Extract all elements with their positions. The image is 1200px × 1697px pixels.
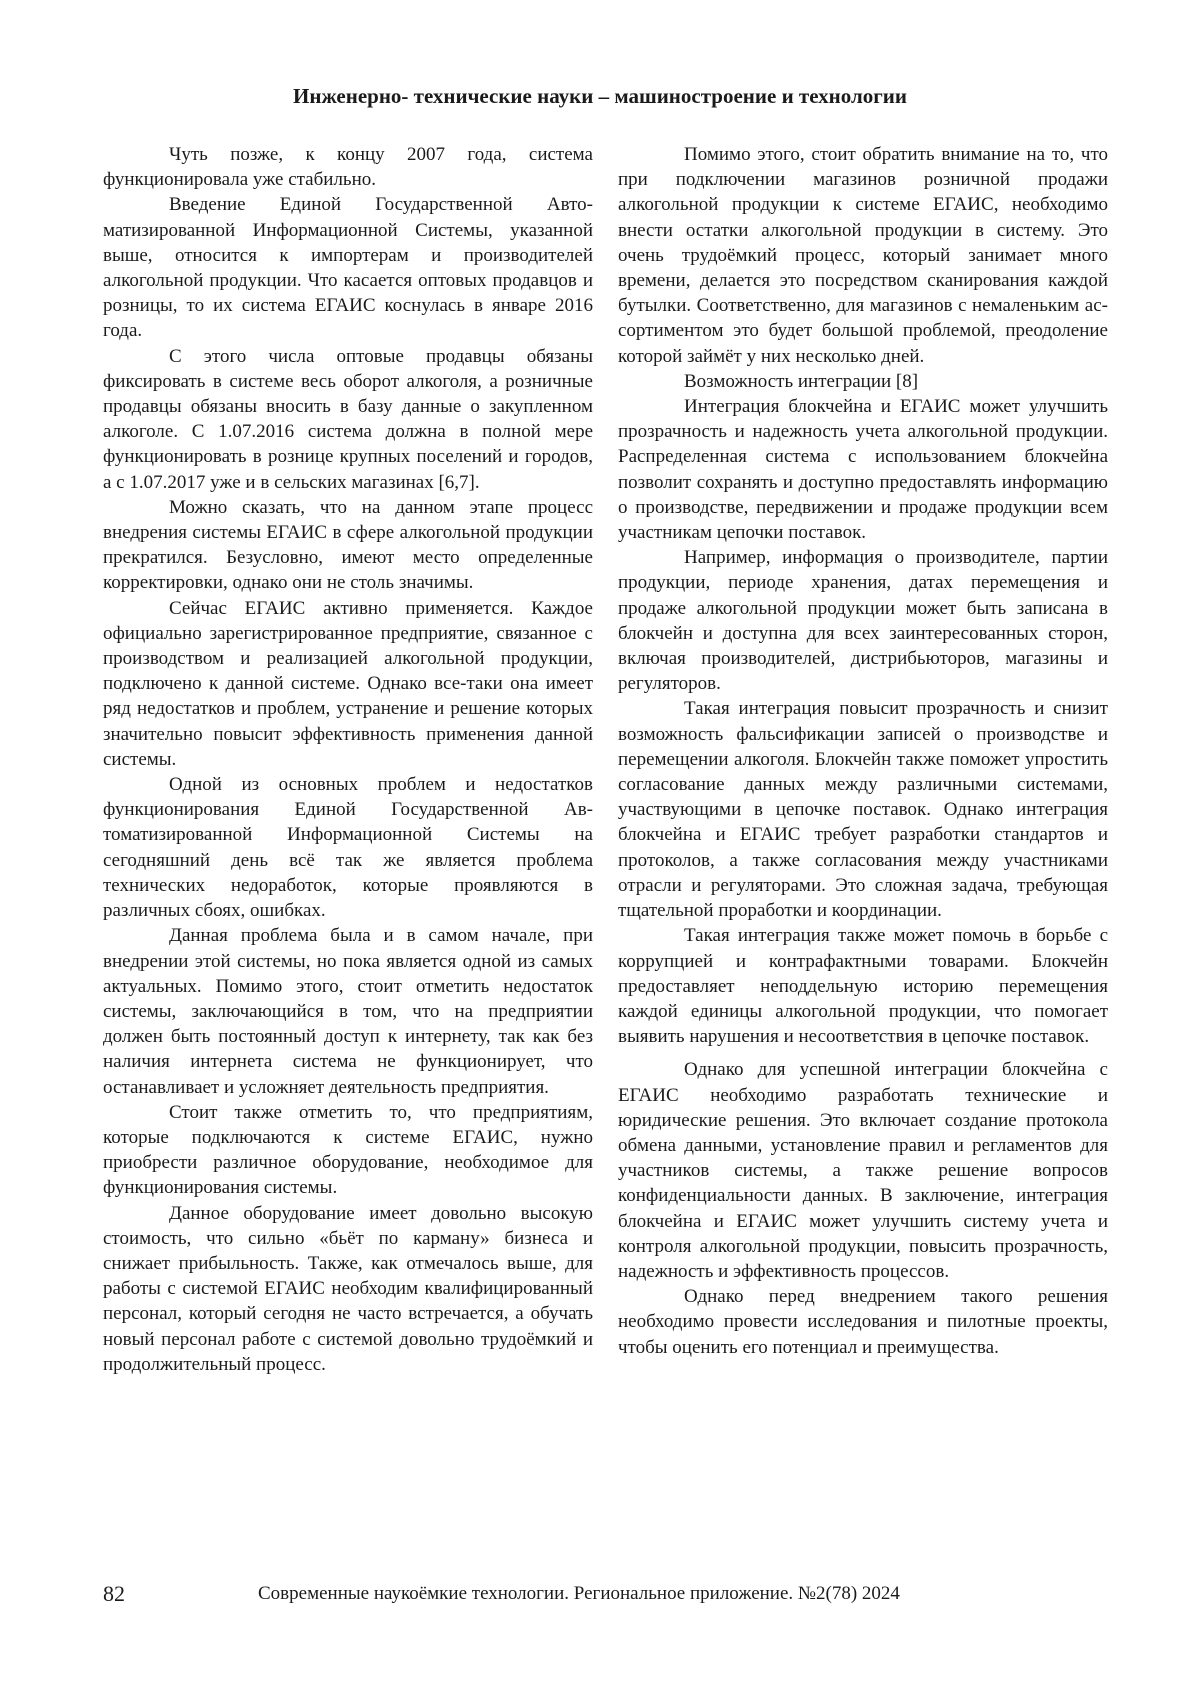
section-subheading: Возможность интеграции [8]: [684, 370, 919, 392]
paragraph: Одной из основных проблем и недостатков функционирования Единой Государственной Автоматизированной Информационной Системы на сегодняшний день всё так же является проблема технических недоработок, которые проявляются в различных сбоях, ошибках.: [103, 774, 593, 922]
paragraph: Однако перед внедрением такого решения необходимо провести исследования и пилотные проекты, чтобы оценить его потенциал и преимущества.: [618, 1286, 1108, 1358]
paragraph: Стоит также отметить то, что предприятиям, которые подключаются к системе ЕГАИС, нужно приобрести различное оборудование, необходимое для функционирования системы.: [103, 1101, 593, 1199]
paragraph: Введение Единой Государственной Автоматизированной Информационной Системы, указанной выше, относится к импортерам и производителей алкогольной продукции. Что касается оптовых продавцов и розницы, то их система ЕГАИС коснулась в январе 2016 года.: [103, 194, 593, 342]
paragraph: Помимо этого, стоит обратить внимание на то, что при подключении магазинов розничной продажи алкогольной продукции к системе ЕГАИС, необходимо внести остатки алкогольной продукции в систему. Это очень трудоёмкий процесс, который занимает много времени, делается это посредством сканирования каждой бутылки. Соответственно, для магазинов с немаленьким ассортиментом это будет большой проблемой, преодоление которой займёт у них несколько дней.: [618, 144, 1108, 367]
paragraph: Например, информация о производителе, партии продукции, периоде хранения, датах перемещения и продаже алкогольной продукции может быть записана в блокчейн и доступна для всех заинтересованных сторон, включая производителей, дистрибьюторов, магазины и регуляторов.: [618, 547, 1108, 695]
left-column: [103, 142, 593, 1377]
paragraph: Данное оборудование имеет довольно высокую стоимость, что сильно «бьёт по карману» бизнеса и снижает прибыльность. Также, как отмечалось выше, для работы с системой ЕГАИС необходим квалифицированный персонал, который сегодня не часто встречается, а обучать новый персонал работе с системой довольно трудоёмкий и продолжительный процесс.: [103, 1202, 593, 1375]
paragraph: Данная проблема была и в самом начале, при внедрении этой системы, но пока является одной из самых актуальных. Помимо этого, стоит отметить недостаток системы, заключающийся в том, что на предприятии должен быть постоянный доступ к интернету, так как без наличия интернета система не функционирует, что останавливает и усложняет деятельность предприятия.: [103, 925, 593, 1098]
paragraph: Такая интеграция также может помочь в борьбе с коррупцией и контрафактными товарами. Блокчейн предоставляет неподдельную историю перемещения каждой единицы алкогольной продукции, что помогает выявить нарушения и несоответствия в цепочке поставок.: [618, 925, 1108, 1048]
paragraph: Можно сказать, что на данном этапе процесс внедрения системы ЕГАИС в сфере алкогольной продукции прекратился. Безусловно, имеют место определенные корректировки, однако они не столь значимы.: [103, 496, 593, 594]
paragraph: Интеграция блокчейна и ЕГАИС может улучшить прозрачность и надежность учета алкогольной продукции. Распределенная система с использованием блокчейна позволит сохранять и доступно предоставлять информацию о производстве, передвижении и продаже продукции всем участникам цепочки поставок.: [618, 396, 1108, 544]
paragraph: Такая интеграция повысит прозрачность и снизит возможность фальсификации записей о производстве и перемещении алкоголя. Блокчейн также поможет упростить согласование данных между различными системами, участвующими в цепочке поставок. Однако интеграция блокчейна и ЕГАИС требует разработки стандартов и протоколов, а также согласования между участниками отрасли и регуляторами. Это сложная задача, требующая тщательной проработки и координации.: [618, 698, 1108, 922]
running-head: Инженерно- технические науки – машиностроение и технологии: [293, 84, 907, 108]
right-column: [618, 142, 1108, 1360]
paragraph: Однако для успешной интеграции блокчейна с ЕГАИС необходимо разработать технические и юридические решения. Это включает создание протокола обмена данными, установление правил и регламентов для участников системы, а также решение вопросов конфиденциальности данных. В заключение, интеграция блокчейна и ЕГАИС может улучшить систему учета и контроля алкогольной продукции, повысить прозрачность, надежность и эффективность процессов.: [618, 1059, 1108, 1282]
page-number: 82: [103, 1581, 125, 1606]
paragraph: Чуть позже, к концу 2007 года, система функционировала уже стабильно.: [103, 144, 593, 191]
paragraph: С этого числа оптовые продавцы обязаны фиксировать в системе весь оборот алкоголя, а розничные продавцы обязаны вносить в базу данные о закупленном алкоголе. С 1.07.2016 система должна в полной мере функционировать в рознице крупных поселений и городов, а с 1.07.2017 уже и в сельских магазинах [6,7].: [103, 345, 593, 493]
journal-title: Современные наукоёмкие технологии. Региональное приложение. №2(78) 2024: [258, 1583, 900, 1604]
paragraph: Сейчас ЕГАИС активно применяется. Каждое официально зарегистрированное предприятие, связанное с производством и реализацией алкогольной продукции, подключено к данной системе. Однако все-таки она имеет ряд недостатков и проблем, устранение и решение которых значительно повысит эффективность применения данной системы.: [103, 597, 593, 770]
